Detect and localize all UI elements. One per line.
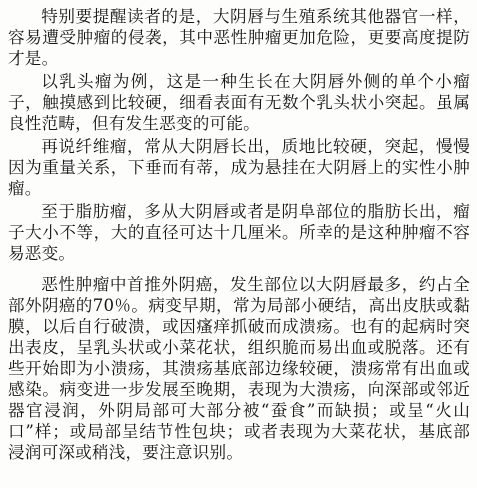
paragraph-lipoma: 至于脂肪瘤，多从大阴唇或者是阴阜部位的脂肪长出，瘤子大小不等，大的直径可达十几厘米。所幸的是这种肿瘤不容易恶变。 <box>8 202 470 263</box>
paragraph-fibroma: 再说纤维瘤，常从大阴唇长出，质地比较硬，突起，慢慢因为重量关系，下垂而有蒂，成为悬挂在大阴唇上的实性小肿瘤。 <box>8 137 470 198</box>
paragraph-papilloma: 以乳头瘤为例，这是一种生长在大阴唇外侧的单个小瘤子，触摸感到比较硬，细看表面有无数个乳头状小突起。虽属良性范畴，但有发生恶变的可能。 <box>8 72 470 133</box>
body-text <box>8 6 470 463</box>
paragraph-vulvar-cancer: 恶性肿瘤中首推外阴癌，发生部位以大阴唇最多，约占全部外阴癌的70％。病变早期，常为局部小硬结，高出皮肤或黏膜，以后自行破溃，或因瘙痒抓破而成溃疡。也有的起病时突出表皮，呈乳头状或小菜花状，组织脆而易出血或脱落。还有些开始即为小溃疡，其溃疡基底部边缘较硬，溃疡常有出血或感染。病变进一步发展至晚期，表现为大溃疡，向深部或邻近器官浸润，外阴局部可大部分被“蚕食”而缺损；或呈“火山口”样；或局部呈结节性包块；或者表现为大菜花状，基底部浸润可深或稍浅，要注意识别。 <box>8 275 470 462</box>
paragraph-warning: 特别要提醒读者的是，大阴唇与生殖系统其他器官一样，容易遭受肿瘤的侵袭，其中恶性肿瘤更加危险，更要高度提防才是。 <box>8 7 470 68</box>
